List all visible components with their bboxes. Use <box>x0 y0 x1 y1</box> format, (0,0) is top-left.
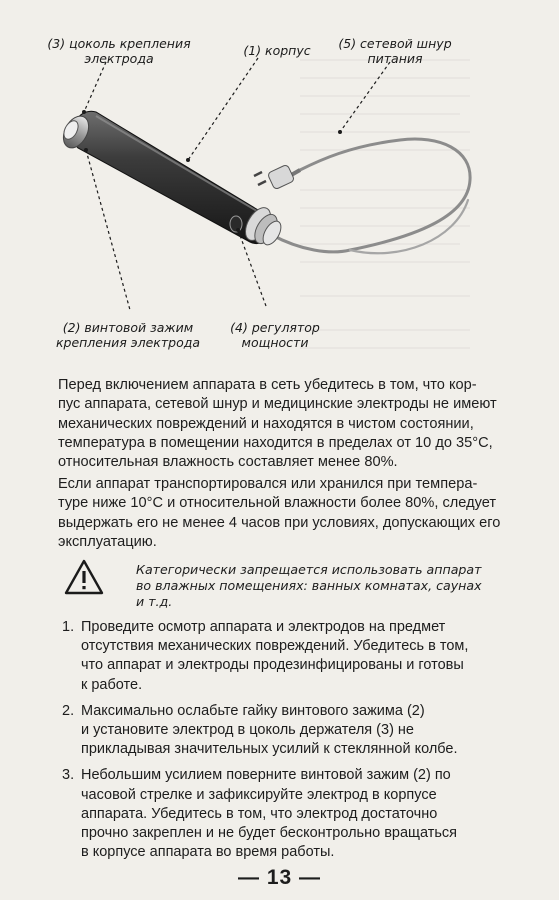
paragraph-transport: Если аппарат транспортировался или хранился при темпера- туре ниже 10°С и относительной влажности более 80%, следует выдержать его не менее 4 часов при условиях, допускающих его эксплуатацию. <box>58 476 501 550</box>
paragraph-pre-check: Перед включением аппарата в сеть убедитесь в том, что кор- пус аппарата, сетевой шнур и медицинские электроды не имеют механических повреждений и находятся в чистом состоянии, температура в помещении находится в пределах от 10 до 35°С, относительная влажность составляет менее 80%. <box>58 377 497 471</box>
leader-cord <box>340 62 390 132</box>
page-number: — 13 — <box>237 866 322 889</box>
power-regulator-knob <box>230 216 242 232</box>
step-2: 2. Максимально ослабьте гайку винтового зажима (2) и установите электрод в цоколь держателя (3) не прикладывая значительных усилий к стеклянной колбе. <box>62 702 458 758</box>
callout-power-regulator: (4) регулятор мощности <box>230 320 320 350</box>
leader-body <box>188 58 258 160</box>
leader-clamp <box>86 150 130 310</box>
callout-screw-clamp: (2) винтовой зажим крепления электрода <box>55 320 201 350</box>
callout-power-cord: (5) сетевой шнур питания <box>338 36 452 66</box>
warning-text: Категорически запрещается использовать аппарат во влажных помещениях: ванных комнатах, саунах и т.д. <box>136 562 482 609</box>
callout-electrode-base: (3) цоколь крепления электрода <box>47 36 191 66</box>
instruction-steps <box>62 618 502 862</box>
warning-triangle-icon <box>64 559 104 595</box>
step-1: 1. Проведите осмотр аппарата и электродов на предмет отсутствия механических повреждений. Убедитесь в том, что аппарат и электроды продезинфицированы и готовы к работе. <box>62 619 469 693</box>
step-3: 3. Небольшим усилием поверните винтовой зажим (2) по часовой стрелке и зафиксируйте электрод в корпусе аппарата. Убедитесь в том, что электрод достаточно прочно закреплен и не будет бесконтрольно вращаться в корпусе аппарата во время работы. <box>62 767 458 861</box>
callout-body: (1) корпус <box>243 43 311 58</box>
power-cord <box>272 139 470 253</box>
warning-block <box>58 559 498 619</box>
plug-icon <box>254 164 300 190</box>
leader-base <box>84 62 106 112</box>
